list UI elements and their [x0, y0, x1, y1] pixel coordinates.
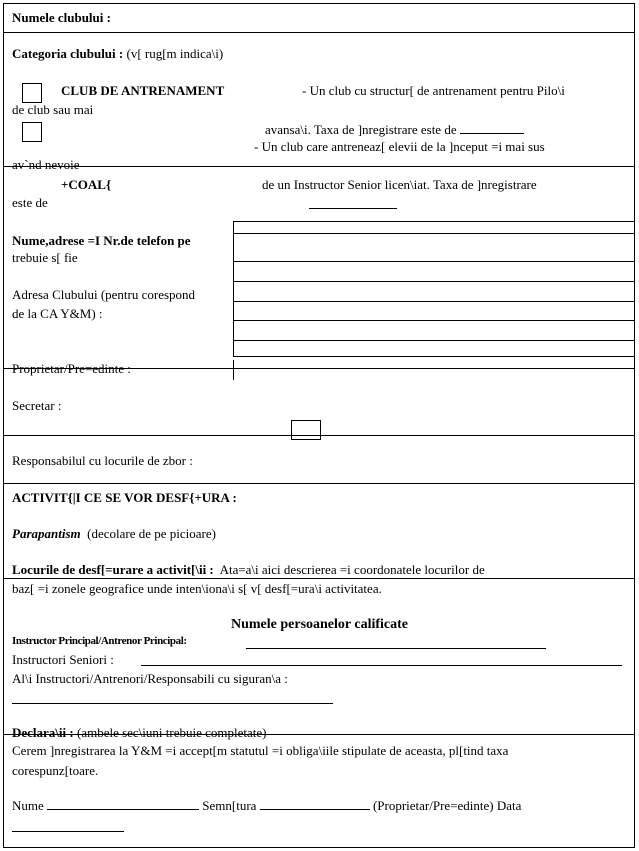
locations-label: Locurile de desf[=urare a activit[\ii :	[12, 562, 214, 577]
secretary-label: Secretar :	[12, 398, 62, 413]
date-label: Data	[496, 798, 522, 813]
option-training-desc: - Un club cu structur[ de antrenament pentru Pilo\i	[302, 83, 565, 98]
option-training-fee-text: avansa\i. Taxa de ]nregistrare este de	[265, 122, 457, 137]
address-field-line[interactable]	[233, 301, 635, 302]
flight-resp-label: Responsabilul cu locurile de zbor :	[12, 453, 193, 468]
address-field-line[interactable]	[233, 221, 635, 222]
address-label: Adresa Clubului (pentru corespond	[12, 287, 196, 302]
locations-hint: Ata=a\i aici descrierea =i coordonatele locurilor de	[219, 562, 485, 577]
contact-label-2: trebuie s[ fie	[12, 250, 78, 265]
activity-name: Parapantism	[12, 526, 81, 541]
checkbox-training-club[interactable]	[22, 83, 42, 103]
signer-role: (Proprietar/Pre=edinte)	[372, 798, 494, 813]
date-field[interactable]	[12, 831, 124, 832]
option-school-desc-2: av`nd nevoie	[12, 157, 80, 172]
declarations-row	[12, 725, 266, 740]
qualified-heading: Numele persoanelor calificate	[230, 617, 409, 632]
name-field[interactable]	[47, 798, 199, 810]
divider	[3, 32, 635, 33]
divider	[3, 166, 635, 167]
senior-instructors-label: Instructori Seniori :	[12, 652, 114, 667]
chief-instructor-field[interactable]	[246, 648, 546, 649]
declaration-text-2: corespunz[toare.	[12, 763, 99, 778]
grid-left-edge	[233, 360, 234, 380]
locations-hint-2: baz[ =i zonele geografice unde inten\iona\i s[ v[ desf[=ura\i activitatea.	[12, 581, 382, 596]
category-row	[12, 46, 223, 61]
chief-instructor-label: Instructor Principal/Antrenor Principal:	[12, 635, 187, 647]
grid-left-edge	[233, 221, 234, 356]
club-name-label: Numele clubului :	[12, 10, 111, 25]
training-fee-field[interactable]	[460, 122, 524, 134]
school-fee-field[interactable]	[309, 208, 397, 209]
owner-label: Proprietar/Pre=edinte :	[12, 361, 131, 376]
locations-row	[12, 562, 485, 577]
category-label: Categoria clubului :	[12, 46, 124, 61]
name-label: Nume	[12, 798, 44, 813]
option-school-desc: - Un club care antreneaz[ elevii de la ]nceput =i mai sus	[254, 139, 545, 154]
small-checkbox[interactable]	[291, 420, 321, 440]
address-label-2: de la CA Y&M) :	[12, 306, 103, 321]
activities-heading: ACTIVIT{|I CE SE VOR DESF{+URA :	[12, 490, 237, 505]
option-school-desc-4: este de	[12, 195, 48, 210]
contact-labels	[12, 225, 233, 365]
declarations-hint: (ambele sec\iuni trebuie completate)	[76, 725, 267, 740]
address-field-line[interactable]	[233, 233, 635, 234]
signature-row	[12, 798, 521, 813]
option-school-name: +COAL{	[61, 177, 112, 192]
address-field-line[interactable]	[233, 340, 635, 341]
other-instructors-label: Al\i Instructori/Antrenori/Responsabili cu siguran\a :	[12, 671, 288, 686]
address-field-line[interactable]	[233, 356, 635, 357]
signature-label: Semn[tura	[202, 798, 257, 813]
other-instructors-field[interactable]	[12, 703, 333, 704]
option-training-desc-3	[265, 122, 524, 137]
address-field-line[interactable]	[233, 320, 635, 321]
category-hint: (v[ rug[m indica\i)	[126, 46, 224, 61]
senior-instructors-field[interactable]	[141, 665, 622, 666]
address-field-line[interactable]	[233, 281, 635, 282]
declarations-label: Declara\ii :	[12, 725, 74, 740]
option-training-name: CLUB DE ANTRENAMENT	[61, 83, 225, 98]
signature-field[interactable]	[260, 798, 370, 810]
activity-detail: (decolare de pe picioare)	[87, 526, 216, 541]
option-school-desc-3: de un Instructor Senior licen\iat. Taxa de ]nregistrare	[262, 177, 537, 192]
contact-label: Nume,adrese =I Nr.de telefon pe	[12, 233, 191, 248]
divider	[3, 483, 635, 484]
option-training-desc-2: de club sau mai	[12, 102, 94, 117]
declaration-text: Cerem ]nregistrarea la Y&M =i accept[m statutul =i obliga\iile stipulate de aceasta, pl[tind taxa	[12, 743, 509, 758]
divider	[3, 578, 635, 579]
activity-row	[12, 526, 216, 541]
address-field-line[interactable]	[233, 261, 635, 262]
checkbox-school-club[interactable]	[22, 122, 42, 142]
